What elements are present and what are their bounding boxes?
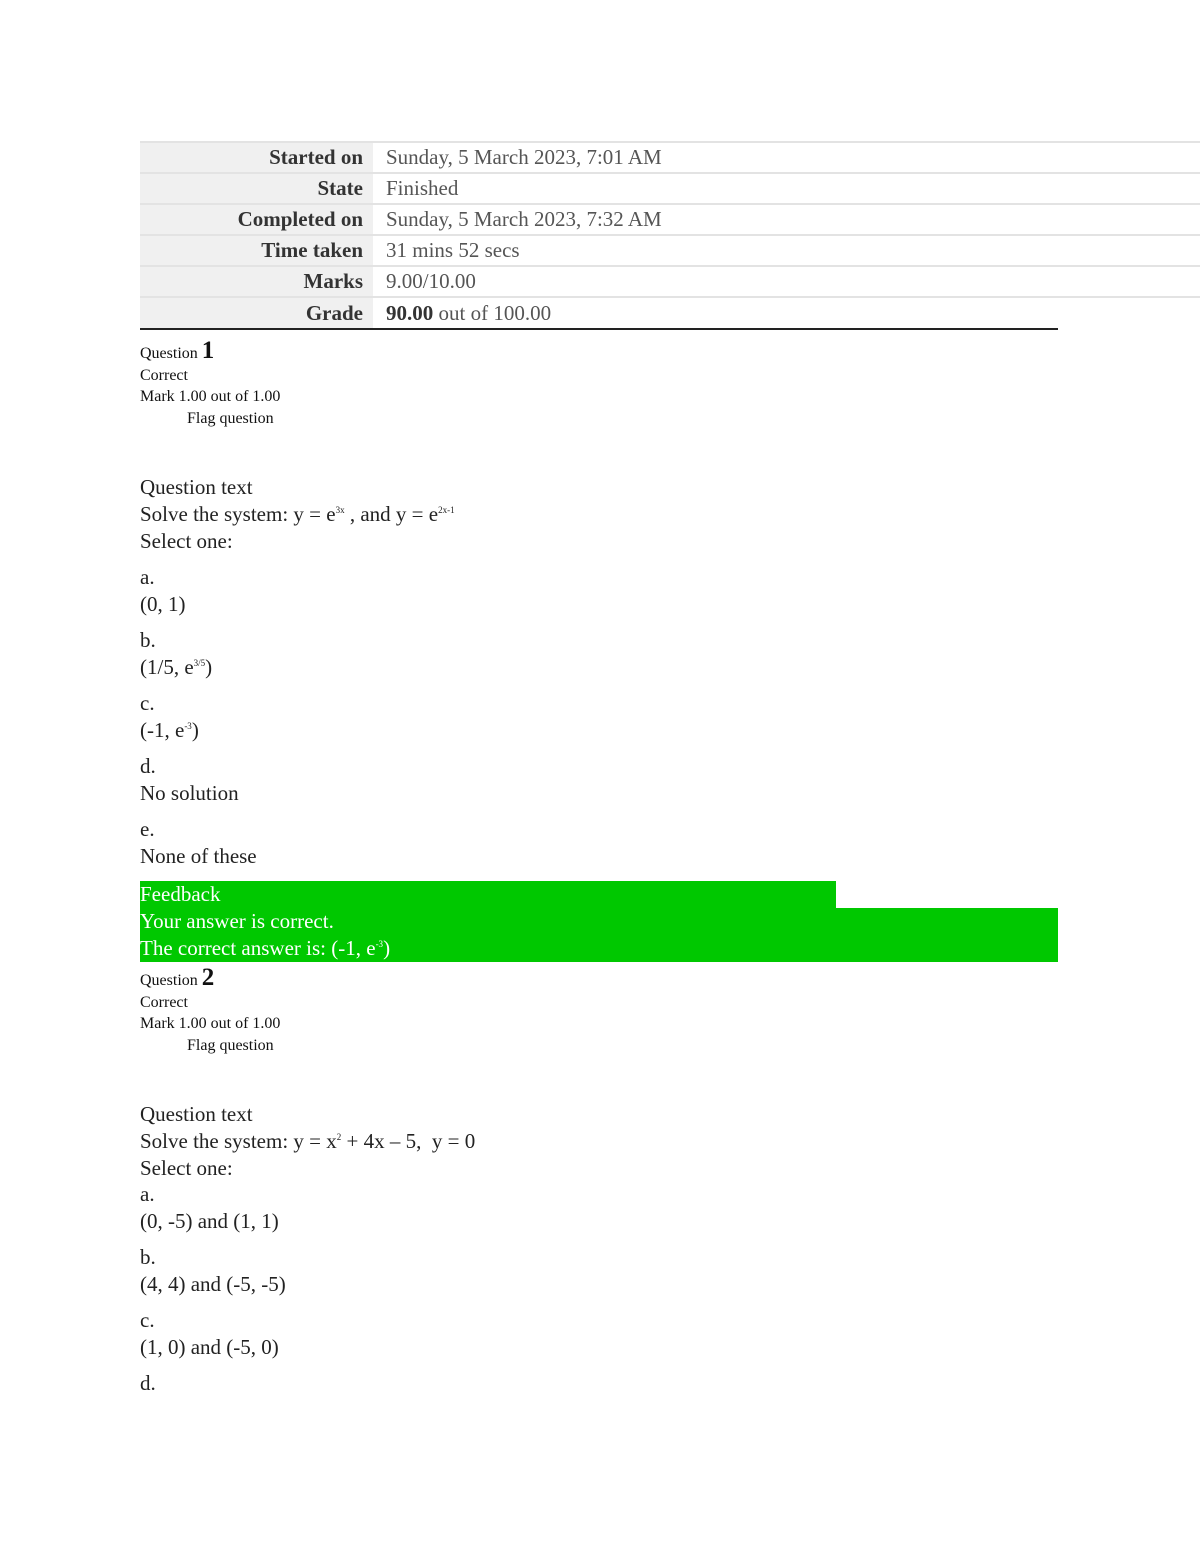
prompt-text: Solve the system: y = e: [140, 502, 336, 526]
answer-letter: c.: [140, 691, 155, 715]
prompt-exponent: 2: [336, 1132, 342, 1142]
summary-divider: [140, 328, 1058, 330]
feedback-text-part: The correct answer is: (-1, e: [140, 936, 376, 960]
summary-label: Time taken: [140, 235, 373, 266]
question-number: [140, 964, 1200, 992]
summary-row-started: [140, 142, 1200, 173]
question-label: Question: [140, 345, 198, 362]
answer-letter: a.: [140, 1182, 155, 1206]
question-info: [140, 337, 1200, 429]
question-mark: Mark 1.00 out of 1.00: [140, 388, 281, 405]
answer-text: No solution: [140, 781, 239, 805]
question-number-value: 1: [201, 337, 215, 364]
answer-options: [140, 1182, 1200, 1396]
answer-letter: d.: [140, 1371, 156, 1395]
prompt-text: , and y = e: [344, 502, 439, 526]
select-one-label: Select one:: [140, 1156, 233, 1180]
answer-option-a[interactable]: [140, 1182, 1200, 1235]
answer-option-b[interactable]: [140, 628, 1200, 681]
answer-text-part: (1/5, e: [140, 655, 194, 679]
question-text-block: [140, 474, 1200, 555]
answer-text: [140, 716, 1200, 744]
question-info: [140, 964, 1200, 1056]
question-number: [140, 337, 1200, 365]
answer-option-a[interactable]: [140, 565, 1200, 618]
summary-value: Sunday, 5 March 2023, 7:01 AM: [373, 142, 1200, 173]
answer-option-c[interactable]: [140, 691, 1200, 744]
feedback-exponent: -3: [375, 939, 384, 949]
question-text-heading: Question text: [140, 475, 253, 499]
answer-option-d[interactable]: [140, 754, 1200, 807]
answer-text-part: ): [191, 718, 199, 742]
answer-text-part: ): [205, 655, 213, 679]
answer-text: (0, -5) and (1, 1): [140, 1209, 279, 1233]
answer-option-b[interactable]: [140, 1245, 1200, 1298]
summary-label: Completed on: [140, 204, 373, 235]
answer-text: (1, 0) and (-5, 0): [140, 1335, 279, 1359]
answer-text: None of these: [140, 844, 257, 868]
grade-score: 90.00: [386, 300, 434, 325]
question-prompt: [140, 1128, 1200, 1155]
grade-out-of: out of 100.00: [433, 300, 552, 325]
prompt-exponent: 3x: [335, 505, 345, 515]
feedback-result: Your answer is correct.: [140, 909, 334, 933]
summary-row-grade: [140, 297, 1200, 328]
summary-value: [373, 297, 1200, 328]
summary-label: Marks: [140, 266, 373, 297]
answer-letter: e.: [140, 817, 155, 841]
question-text-heading: Question text: [140, 1102, 253, 1126]
feedback-correct-answer: [140, 935, 1058, 962]
answer-text: (0, 1): [140, 592, 186, 616]
summary-row-time-taken: [140, 235, 1200, 266]
answer-text: (4, 4) and (-5, -5): [140, 1272, 286, 1296]
answer-text-part: (-1, e: [140, 718, 185, 742]
prompt-exponent: 2x-1: [438, 505, 455, 515]
feedback-panel: [140, 881, 1200, 962]
flag-question-link[interactable]: Flag question: [187, 1036, 274, 1054]
summary-label: Grade: [140, 297, 373, 328]
question-prompt: [140, 501, 1200, 528]
summary-label: State: [140, 173, 373, 204]
answer-letter: d.: [140, 754, 156, 778]
answer-letter: a.: [140, 565, 155, 589]
summary-value: Finished: [373, 173, 1200, 204]
feedback-text-part: ): [383, 936, 391, 960]
summary-row-completed: [140, 204, 1200, 235]
feedback-body: [140, 908, 1058, 962]
answer-exponent: -3: [184, 721, 192, 731]
answer-letter: b.: [140, 628, 156, 652]
summary-row-state: [140, 173, 1200, 204]
attempt-summary-table: [140, 141, 1200, 328]
quiz-review-page: [140, 141, 1200, 1396]
question-state: Correct: [140, 993, 188, 1011]
select-one-label: Select one:: [140, 529, 233, 553]
answer-option-d[interactable]: [140, 1371, 1200, 1396]
answer-option-c[interactable]: [140, 1308, 1200, 1361]
feedback-title: Feedback: [140, 881, 836, 908]
question-state: Correct: [140, 366, 188, 384]
answer-exponent: 3/5: [193, 658, 206, 668]
question-label: Question: [140, 972, 198, 989]
prompt-text: Solve the system: y = x: [140, 1129, 337, 1153]
summary-value: 31 mins 52 secs: [373, 235, 1200, 266]
answer-option-e[interactable]: [140, 817, 1200, 870]
summary-value: Sunday, 5 March 2023, 7:32 AM: [373, 204, 1200, 235]
summary-row-marks: [140, 266, 1200, 297]
question-number-value: 2: [201, 964, 215, 991]
summary-value: 9.00/10.00: [373, 266, 1200, 297]
answer-letter: c.: [140, 1308, 155, 1332]
answer-letter: b.: [140, 1245, 156, 1269]
answer-text: [140, 653, 1200, 681]
prompt-text: + 4x – 5, y = 0: [341, 1129, 476, 1153]
question-mark: Mark 1.00 out of 1.00: [140, 1015, 281, 1032]
answer-options: [140, 565, 1200, 870]
question-text-block: [140, 1101, 1200, 1182]
flag-question-link[interactable]: Flag question: [187, 409, 274, 427]
summary-label: Started on: [140, 142, 373, 173]
